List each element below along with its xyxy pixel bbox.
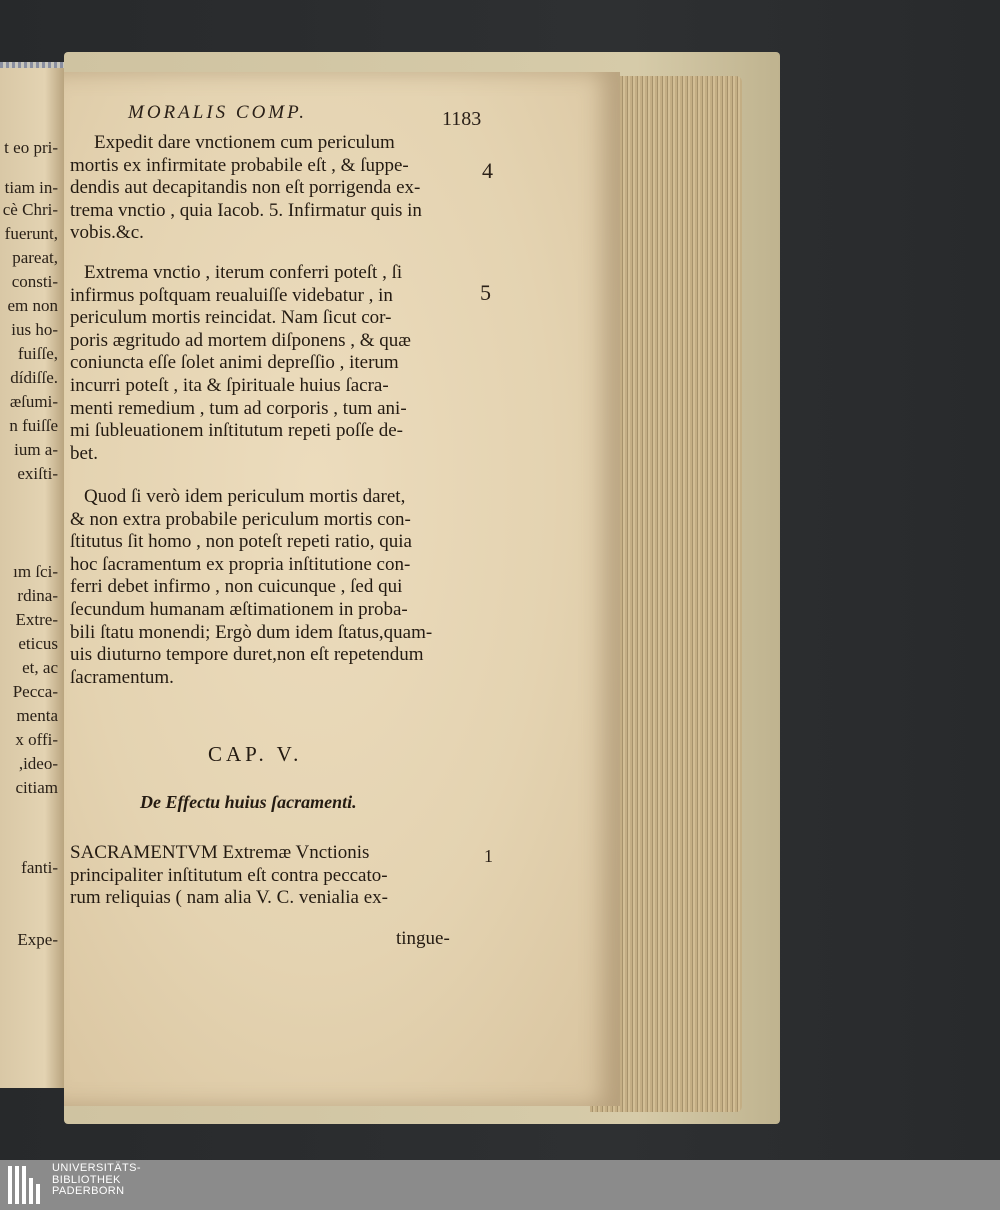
text-line: mi ſubleuationem inſtitutum repeti poſſe de- — [70, 420, 403, 442]
left-fragment: rdina- — [17, 586, 58, 605]
text-line: poris ægritudo ad mortem diſponens , & quæ — [70, 329, 411, 351]
left-fragment: menta — [16, 706, 58, 725]
paragraph-1 — [70, 132, 478, 245]
logo-line: UNIVERSITÄTS- — [52, 1162, 141, 1174]
left-fragment: x offi- — [15, 730, 58, 749]
margin-number: 4 — [482, 158, 493, 183]
text-line: ferri debet infirmo , non cuicunque , ſed qui — [70, 576, 403, 598]
left-fragment: dídiſſe. — [10, 368, 58, 387]
paragraph-3 — [70, 486, 478, 689]
left-fragment: citiam — [15, 778, 58, 797]
chapter-paragraph — [70, 842, 478, 910]
text-line: principaliter inſtitutum eſt contra peccato- — [70, 864, 388, 886]
margin-number: 1 — [484, 846, 493, 866]
text-line: Extrema vnctio , iterum conferri poteſt , ſi — [84, 262, 403, 283]
text-line: SACRAMENTVM Extremæ Vnctionis — [70, 842, 370, 863]
left-fragment: æſumi- — [9, 392, 58, 411]
text-line: coniuncta eſſe ſolet animi depreſſio , iterum — [70, 352, 399, 374]
margin-number: 5 — [480, 280, 491, 305]
text-line: vobis.&c. — [70, 222, 144, 244]
text-line: & non extra probabile periculum mortis con- — [70, 508, 411, 530]
text-line: ſacramentum. — [70, 666, 174, 688]
left-page-fragment — [0, 68, 64, 1088]
left-fragment: cè Chri- — [2, 200, 58, 219]
left-fragment: n fuiſſe — [9, 416, 58, 435]
text-line: rum reliquias ( nam alia V. C. venialia ex- — [70, 887, 388, 909]
left-fragment: ım ſci- — [13, 562, 58, 581]
text-line: mortis ex infirmitate probabile eſt , & ſuppe- — [70, 154, 409, 176]
left-fragment: Pecca- — [12, 682, 58, 701]
library-logo-icon — [8, 1166, 44, 1204]
left-fragment: Extre- — [15, 610, 58, 629]
page-number: 1183 — [442, 108, 482, 130]
text-line: trema vnctio , quia Iacob. 5. Infirmatur quis in — [70, 199, 422, 221]
left-fragment: Expe- — [17, 930, 58, 949]
library-logo-text — [52, 1163, 141, 1198]
text-line: ſecundum humanam æſtimationem in proba- — [70, 598, 408, 620]
left-fragment: tiam in- — [4, 178, 58, 197]
left-fragment: fuerunt, — [4, 224, 58, 243]
text-line: hoc ſacramentum ex propria inſtitutione con- — [70, 553, 411, 575]
left-fragment: ium a- — [14, 440, 58, 459]
chapter-heading: CAP. V. — [208, 742, 303, 766]
left-fragment: fuiſſe, — [17, 344, 58, 363]
text-line: Quod ſi verò idem periculum mortis daret, — [84, 486, 406, 507]
left-fragment: consti- — [11, 272, 58, 291]
chapter-subtitle: De Effectu huius ſacramenti. — [140, 792, 357, 812]
text-line: bili ſtatu monendi; Ergò dum idem ſtatus,quam- — [70, 621, 433, 643]
left-fragment: t eo pri- — [4, 138, 58, 157]
text-line: uis diuturno tempore duret,non eſt repetendum — [70, 644, 424, 666]
left-fragment: ius ho- — [11, 320, 58, 339]
left-fragment: et, ac — [22, 658, 58, 677]
text-line: menti remedium , tum ad corporis , tum ani- — [70, 397, 407, 419]
text-line: ſtitutus ſit homo , non poteſt repeti ratio, quia — [70, 531, 412, 553]
text-line: bet. — [70, 442, 98, 464]
paragraph-2 — [70, 262, 478, 465]
left-fragment: eticus — [18, 634, 58, 653]
left-fragment: fanti- — [21, 858, 58, 877]
left-fragment: ,ideo- — [18, 754, 58, 773]
left-fragment: pareat, — [12, 248, 58, 267]
text-line: periculum mortis reincidat. Nam ſicut cor- — [70, 307, 392, 329]
text-line: Expedit dare vnctionem cum periculum — [94, 132, 395, 153]
library-footer-bar — [0, 1160, 1000, 1210]
logo-line: PADERBORN — [52, 1185, 125, 1197]
text-line: infirmus poſtquam reualuiſſe videbatur , in — [70, 284, 393, 306]
left-fragment: exiſti- — [17, 464, 58, 483]
catchword: tingue- — [396, 928, 450, 949]
text-line: incurri poteſt , ita & ſpirituale huius ſacra- — [70, 374, 389, 396]
logo-line: BIBLIOTHEK — [52, 1173, 121, 1186]
running-title: MORALIS COMP. — [128, 102, 308, 123]
text-line: dendis aut decapitandis non eſt porrigenda ex- — [70, 177, 421, 199]
left-fragment: em non — [7, 296, 58, 315]
